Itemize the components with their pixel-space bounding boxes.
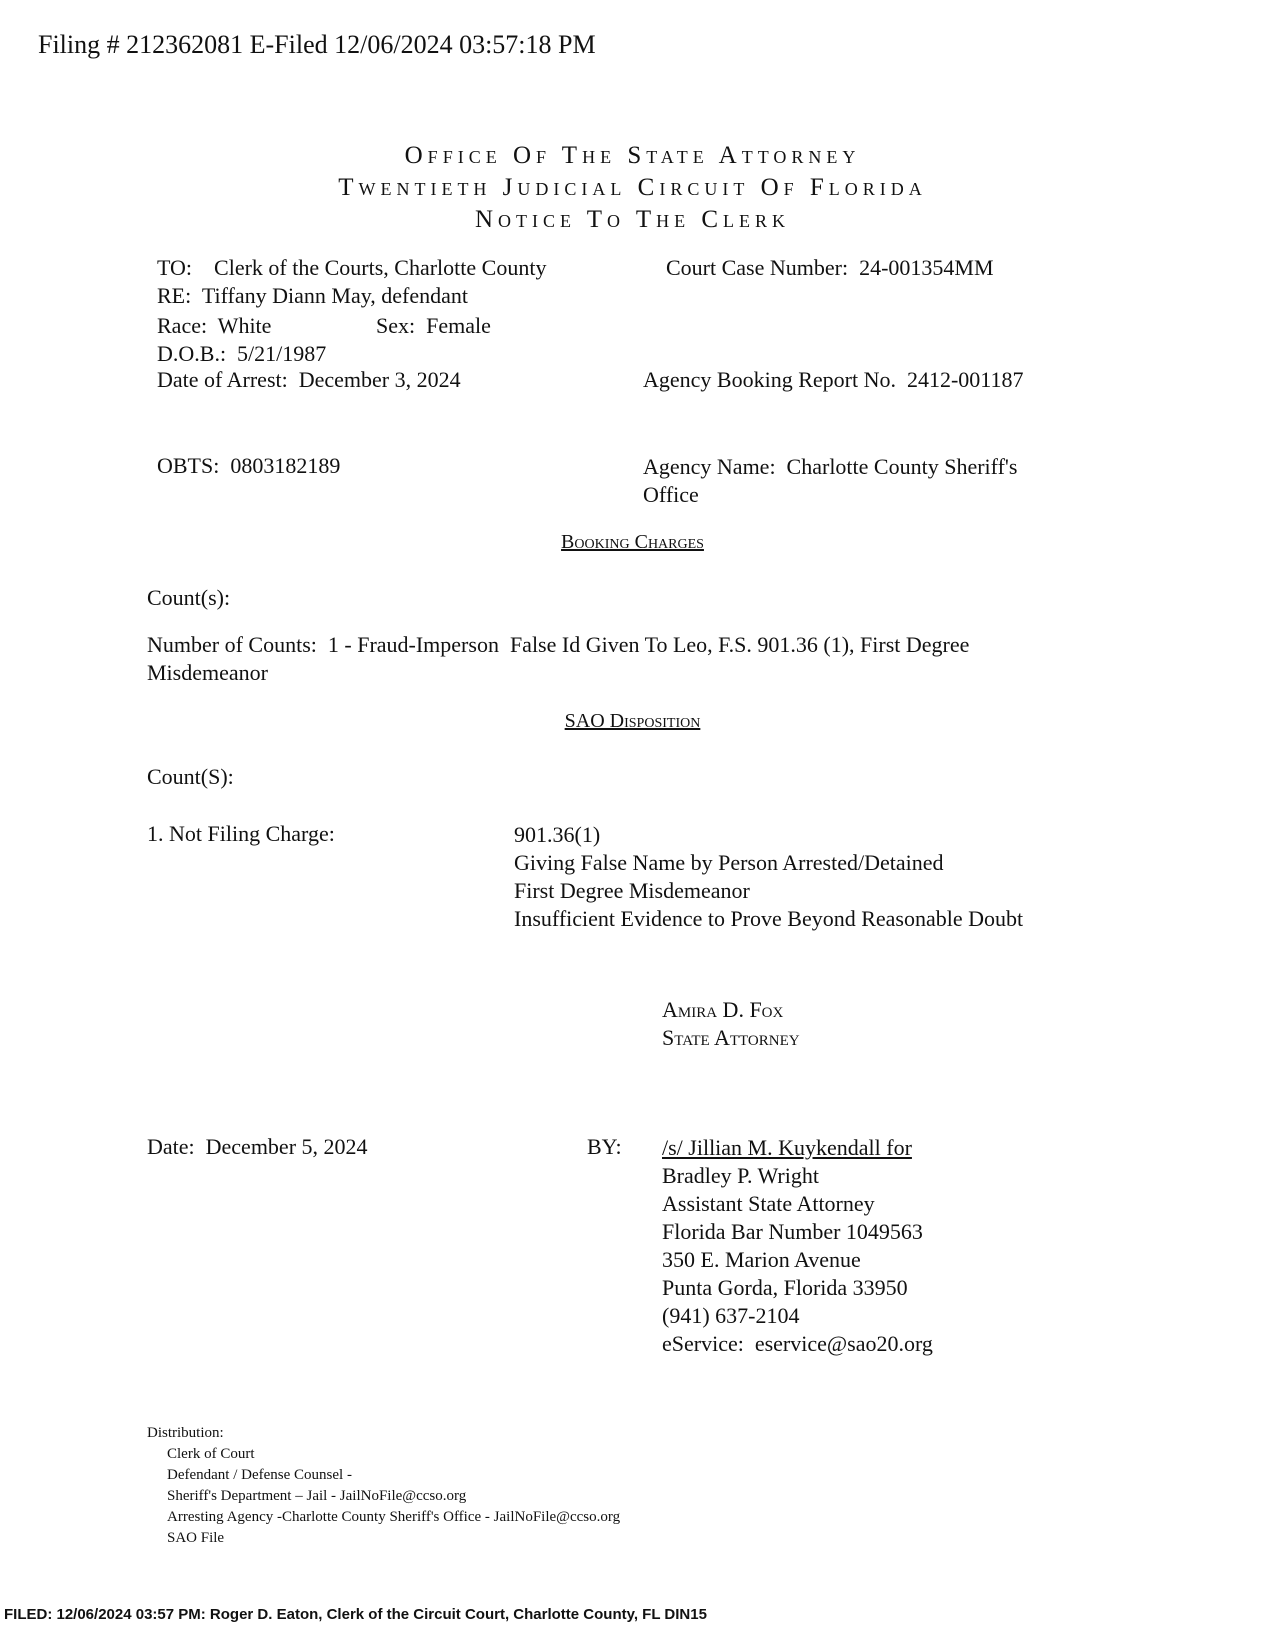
obts-line: OBTS: 0803182189: [157, 453, 341, 478]
attorney-role: Assistant State Attorney: [662, 1191, 875, 1216]
address-street: 350 E. Marion Avenue: [662, 1247, 861, 1272]
booking-charge-line2: Misdemeanor: [147, 660, 268, 685]
sex-line: Sex: Female: [376, 313, 491, 338]
clerk-filed-footer: FILED: 12/06/2024 03:57 PM: Roger D. Eaton, Clerk of the Circuit Court, Charlotte County, FL DIN15: [4, 1606, 707, 1623]
race-line: Race: White: [157, 313, 272, 338]
booking-charge-text: [147, 631, 969, 687]
booking-charges-heading: Booking Charges: [561, 531, 704, 553]
disposition-details: [514, 821, 1023, 933]
state-attorney-name: Amira D. Fox: [662, 997, 784, 1022]
to-line: TO: Clerk of the Courts, Charlotte County: [157, 255, 547, 280]
header-office: Office Of The State Attorney: [404, 142, 861, 169]
attorney-name: Bradley P. Wright: [662, 1163, 819, 1188]
not-filing-label: 1. Not Filing Charge:: [147, 821, 335, 846]
disposition-statute: 901.36(1): [514, 822, 601, 847]
distribution-block: [147, 1423, 620, 1549]
dob-line: D.O.B.: 5/21/1987: [157, 341, 327, 366]
booking-counts-label: Count(s):: [147, 585, 231, 610]
address-city: Punta Gorda, Florida 33950: [662, 1275, 908, 1300]
sao-disposition-heading: SAO Disposition: [564, 710, 701, 732]
distribution-item: SAO File: [167, 1530, 225, 1546]
phone-number: (941) 637-2104: [662, 1303, 800, 1328]
filing-stamp: Filing # 212362081 E-Filed 12/06/2024 03:57:18 PM: [38, 30, 596, 59]
agency-name: [643, 453, 1017, 509]
agency-name-line1: Agency Name: Charlotte County Sheriff's: [643, 454, 1018, 479]
distribution-label: Distribution:: [147, 1425, 224, 1441]
bar-number: Florida Bar Number 1049563: [662, 1219, 923, 1244]
state-attorney-title: State Attorney: [662, 1025, 800, 1050]
distribution-item: Defendant / Defense Counsel -: [167, 1467, 352, 1483]
agency-name-line2: Office: [643, 482, 699, 507]
state-attorney-block: [662, 996, 800, 1052]
booking-report-number: Agency Booking Report No. 2412-001187: [643, 367, 1024, 392]
arrest-date: Date of Arrest: December 3, 2024: [157, 367, 461, 392]
eservice-email: eService: eservice@sao20.org: [662, 1331, 933, 1356]
electronic-signature: /s/ Jillian M. Kuykendall for: [662, 1135, 912, 1160]
distribution-item: Sheriff's Department – Jail - JailNoFile@ccso.org: [167, 1488, 467, 1504]
signature-block: [662, 1134, 933, 1358]
booking-charge-line1: Number of Counts: 1 - Fraud-Imperson False Id Given To Leo, F.S. 901.36 (1), First Degree: [147, 632, 970, 657]
sao-counts-label: Count(S):: [147, 764, 234, 789]
distribution-item: Clerk of Court: [167, 1446, 255, 1462]
disposition-reason: Insufficient Evidence to Prove Beyond Reasonable Doubt: [514, 906, 1024, 931]
re-line: RE: Tiffany Diann May, defendant: [157, 283, 469, 308]
disposition-description: Giving False Name by Person Arrested/Detained: [514, 850, 944, 875]
by-label: BY:: [587, 1134, 622, 1159]
header-circuit: Twentieth Judicial Circuit Of Florida: [338, 174, 927, 201]
court-case-number: Court Case Number: 24-001354MM: [666, 255, 994, 280]
distribution-item: Arresting Agency -Charlotte County Sheriff's Office - JailNoFile@ccso.org: [167, 1509, 621, 1525]
header-notice: Notice To The Clerk: [474, 206, 791, 233]
disposition-degree: First Degree Misdemeanor: [514, 878, 750, 903]
signature-date: Date: December 5, 2024: [147, 1134, 368, 1159]
